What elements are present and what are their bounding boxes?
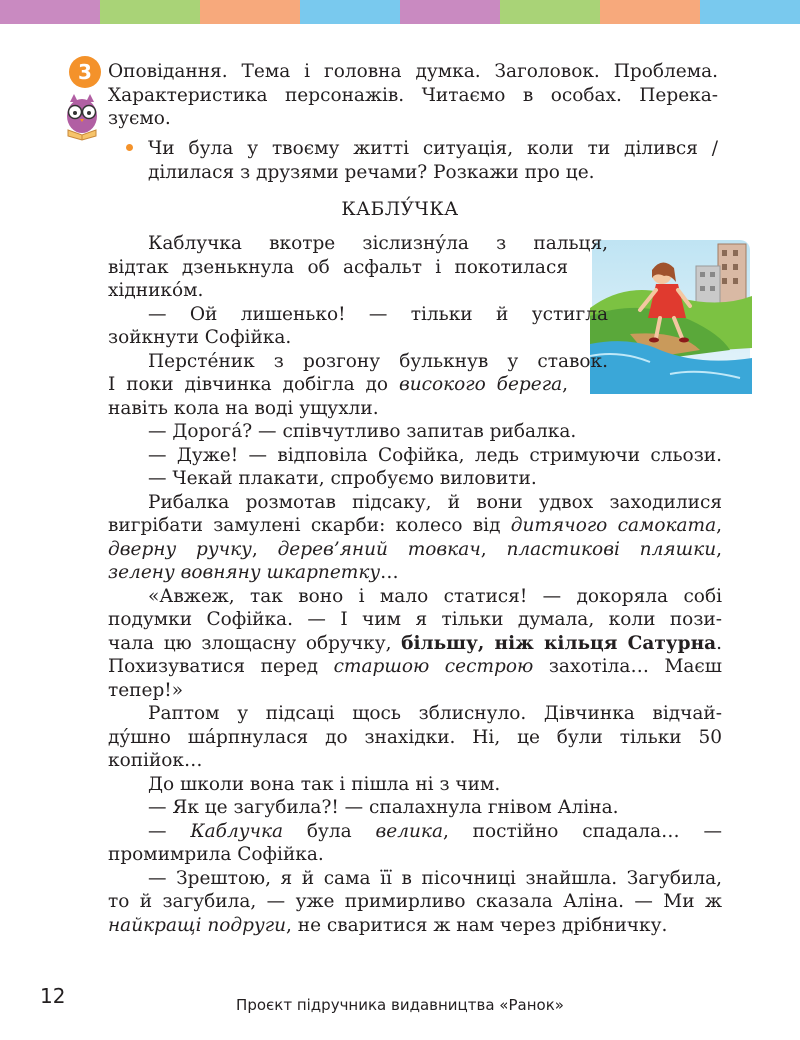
color-segment bbox=[600, 0, 700, 24]
story-text-fragment: , bbox=[716, 515, 722, 536]
story-text-fragment: — bbox=[148, 820, 191, 842]
story-text-fragment: , постійно спадала… — bbox=[442, 820, 722, 842]
story-line: то й загубила, — уже примирливо сказала Аліна. — Ми ж bbox=[108, 891, 722, 912]
story-italic-fragment: високого берега bbox=[398, 374, 563, 395]
task-heading bbox=[108, 60, 718, 131]
color-segment bbox=[400, 0, 500, 24]
owl-reading-icon bbox=[62, 92, 102, 142]
story-line: Рибалка розмотав підсаку, й вони удвох заходилися bbox=[148, 491, 722, 513]
story-italic-fragment: дверну ручку bbox=[108, 538, 252, 560]
story-line: До школи вона так і пішла ні з чим. bbox=[148, 773, 501, 795]
story-line: — Чекай плакати, спробуємо виловити. bbox=[148, 468, 537, 489]
discussion-question bbox=[148, 137, 718, 184]
story-line: Раптом у підсаці щось зблиснуло. Дівчинка відчай- bbox=[148, 703, 722, 724]
story-title: КАБЛУ́ЧКА bbox=[341, 199, 459, 220]
story-line bbox=[108, 914, 722, 938]
story-italic-fragment: найкращі подруги bbox=[108, 914, 286, 936]
story-text-fragment: Похизуватися перед bbox=[108, 656, 334, 677]
story-line: — Як це загубила?! — спалахнула гнівом Аліна. bbox=[148, 797, 619, 818]
color-segment bbox=[300, 0, 400, 24]
bullet-icon bbox=[126, 144, 133, 151]
story-line bbox=[108, 561, 722, 585]
story-text-fragment: , bbox=[716, 538, 723, 560]
story-italic-fragment: старшою сестрою bbox=[333, 656, 534, 677]
task-heading-line: Характеристика персонажів. Читаємо в особах. Перека- bbox=[108, 84, 718, 106]
story-italic-fragment: зелену вовняну шкарпетку bbox=[108, 562, 381, 583]
story-line bbox=[108, 514, 722, 538]
story-text-fragment: вигрібати замулені скарби: колесо від bbox=[108, 515, 511, 536]
story-text-fragment: чала цю злощасну обручку, bbox=[108, 632, 402, 654]
story-line: — Дорога́? — співчутливо запитав рибалка. bbox=[148, 421, 577, 442]
story-line: подумки Софійка. — І чим я тільки думала, коли пози- bbox=[108, 609, 722, 630]
task-number-badge: 3 bbox=[69, 56, 101, 88]
story-line bbox=[108, 373, 568, 397]
story-line: Каблучка вкотре зіслизну́ла з пальця, bbox=[148, 233, 608, 254]
story-italic-fragment: дитячого самоката bbox=[510, 515, 717, 536]
story-line: ду́шно ша́рпнулася до знахідки. Ні, це були тільки 50 bbox=[108, 726, 722, 748]
story-line: зойкнути Софійка. bbox=[108, 327, 292, 348]
color-segment bbox=[200, 0, 300, 24]
story-italic-fragment: дерев’яний товкач bbox=[277, 538, 481, 560]
story-line bbox=[108, 538, 722, 562]
story-text bbox=[108, 232, 722, 937]
page-number: 12 bbox=[40, 984, 66, 1008]
story-line bbox=[108, 655, 722, 679]
task-heading-line: Оповідання. Тема і головна думка. Заголовок. Проблема. bbox=[108, 61, 718, 82]
story-line: Персте́ник з розгону булькнув у ставок. bbox=[148, 350, 608, 372]
color-segment bbox=[500, 0, 600, 24]
story-line: промимрила Софійка. bbox=[108, 844, 324, 865]
color-segment bbox=[0, 0, 100, 24]
story-line: — Зрештою, я й сама її в пісочниці знайшла. Загубила, bbox=[148, 867, 722, 889]
story-text-fragment: захотіла… Маєш bbox=[533, 656, 722, 677]
story-italic-fragment: Каблучка bbox=[190, 820, 284, 842]
story-italic-fragment: велика bbox=[375, 820, 443, 842]
top-color-bar bbox=[0, 0, 800, 24]
story-text-fragment: . bbox=[716, 632, 722, 654]
color-segment bbox=[100, 0, 200, 24]
story-line bbox=[108, 820, 722, 844]
story-italic-fragment: пластикові пляшки bbox=[506, 538, 717, 560]
question-line: ділилася з друзями речами? Розкажи про це. bbox=[148, 161, 595, 183]
story-bold-fragment: більшу, ніж кільця Сатурна bbox=[401, 632, 717, 654]
story-text-fragment: , bbox=[251, 538, 278, 560]
story-line: — Ой лишенько! — тільки й устигла bbox=[148, 303, 608, 325]
story-line: «Авжеж, так воно і мало статися! — докоряла собі bbox=[148, 585, 722, 607]
story-line: хіднико́м. bbox=[108, 280, 204, 301]
story-text-fragment: була bbox=[283, 820, 376, 842]
story-text-fragment: , не сваритися ж нам через дрібничку. bbox=[285, 914, 668, 936]
story-line bbox=[108, 632, 722, 656]
color-segment bbox=[700, 0, 800, 24]
story-text-fragment: … bbox=[380, 562, 399, 583]
footer-publisher-note: Проєкт підручника видавництва «Ранок» bbox=[236, 996, 564, 1014]
task-heading-line: зуємо. bbox=[108, 108, 171, 129]
question-line: Чи була у твоєму житті ситуація, коли ти ділився / bbox=[148, 138, 718, 159]
story-text-fragment: , bbox=[562, 374, 568, 395]
story-line: навіть кола на воді ущухли. bbox=[108, 397, 379, 419]
story-text-fragment: , bbox=[480, 538, 507, 560]
story-line: копійок… bbox=[108, 750, 203, 771]
story-text-fragment: І поки дівчинка добігла до bbox=[108, 374, 399, 395]
story-line: відтак дзенькнула об асфальт і покотилася bbox=[108, 256, 568, 278]
story-line: — Дуже! — відповіла Софійка, ледь стримуючи сльози. bbox=[148, 444, 722, 466]
story-line: тепер!» bbox=[108, 679, 184, 701]
